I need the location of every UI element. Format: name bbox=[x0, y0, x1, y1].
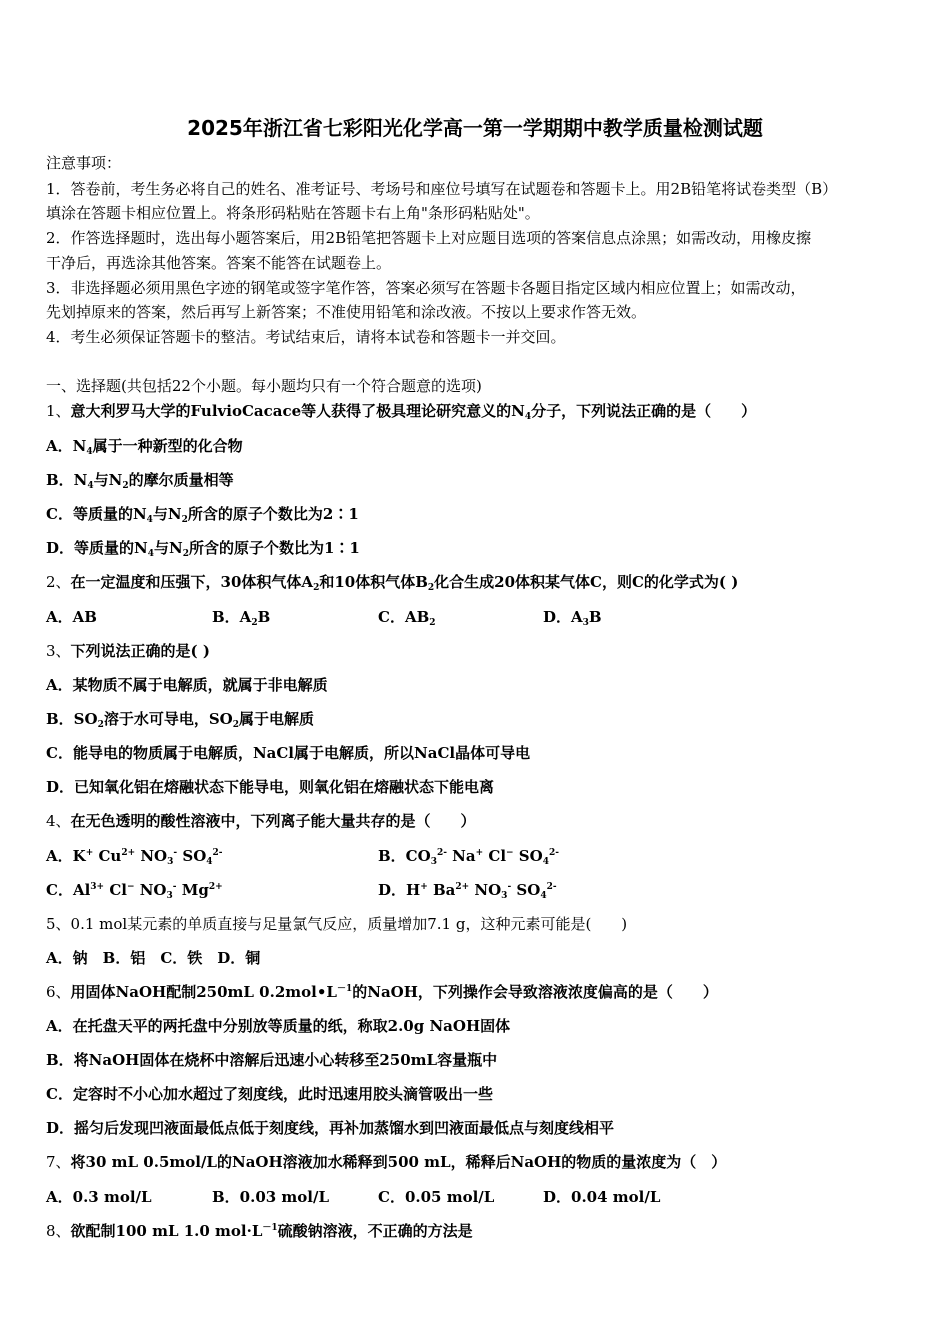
q7-option-a: A．0.3 mol/L bbox=[46, 1188, 152, 1206]
question-1 bbox=[46, 400, 906, 421]
q2-option-b: B．$A_2B$ bbox=[212, 608, 271, 628]
notice-line-7: 4．考生必须保证答题卡的整洁。考试结束后，请将本试卷和答题卡一并交回。 bbox=[46, 328, 566, 346]
question-text: 意大利罗马大学的FulvioCacace等人获得了极具理论研究意义的$N_4$分子，下列说法正确的是（ ） bbox=[70, 402, 757, 422]
notice-line-1: 1．答卷前，考生务必将自己的姓名、准考证号、考场号和座位号填写在试题卷和答题卡上。用2B铅笔将试卷类型（B） bbox=[46, 180, 838, 198]
q3-option-a: A．某物质不属于电解质，就属于非电解质 bbox=[46, 676, 328, 694]
q1-option-a: A．$N_4$属于一种新型的化合物 bbox=[46, 437, 243, 457]
notice-line-2: 填涂在答题卡相应位置上。将条形码粘贴在答题卡右上角"条形码粘贴处"。 bbox=[46, 204, 540, 222]
question-3: 3、下列说法正确的是( ) bbox=[46, 642, 210, 660]
q4-option-c: C．$Al^{3+}$ Cl− $NO_3^-$ $Mg^{2+}$ bbox=[46, 881, 223, 901]
q6-option-b: B．将NaOH固体在烧杯中溶解后迅速小心转移至250mL容量瓶中 bbox=[46, 1051, 498, 1069]
question-7: 7、将30 mL 0.5mol/L的NaOH溶液加水稀释到500 mL，稀释后NaOH的物质的量浓度为（ ） bbox=[46, 1153, 727, 1171]
q3-option-d: D．已知氧化铝在熔融状态下能导电，则氧化铝在熔融状态下能电离 bbox=[46, 778, 495, 796]
q7-option-d: D．0.04 mol/L bbox=[543, 1188, 661, 1206]
q3-option-c: C．能导电的物质属于电解质，NaCl属于电解质，所以NaCl晶体可导电 bbox=[46, 744, 531, 762]
notice-line-6: 先划掉原来的答案，然后再写上新答案；不准使用铅笔和涂改液。不按以上要求作答无效。 bbox=[46, 303, 647, 321]
q1-option-b: B．$N_4$与$N_2$的摩尔质量相等 bbox=[46, 471, 234, 491]
notice-heading: 注意事项： bbox=[46, 154, 122, 172]
question-8: 8、欲配制100 mL 1.0 $mol\cdot L^{-1}$硫酸钠溶液，不正确的方法是 bbox=[46, 1222, 473, 1240]
notice-line-4: 干净后，再选涂其他答案。答案不能答在试题卷上。 bbox=[46, 254, 392, 272]
q7-option-c: C．0.05 mol/L bbox=[378, 1188, 495, 1206]
q2-option-a: A．AB bbox=[46, 608, 97, 626]
notice-line-3: 2．作答选择题时，选出每小题答案后，用2B铅笔把答题卡上对应题目选项的答案信息点涂黑；如需改动，用橡皮擦 bbox=[46, 229, 812, 247]
q3-option-b: B．$SO_2$溶于水可导电，$SO_2$属于电解质 bbox=[46, 710, 315, 730]
q6-option-a: A．在托盘天平的两托盘中分别放等质量的纸，称取2.0g NaOH固体 bbox=[46, 1017, 511, 1035]
section-heading: 一、选择题(共包括22个小题。每小题均只有一个符合题意的选项) bbox=[46, 377, 482, 395]
q1-option-c: C．等质量的$N_4$与$N_2$所含的原子个数比为2∶1 bbox=[46, 505, 359, 525]
q2-option-c: C．$AB_2$ bbox=[378, 608, 436, 628]
question-6: 6、用固体NaOH配制250mL $0.2mol•L^{-1}$的NaOH，下列操作会导致溶液浓度偏高的是（ ） bbox=[46, 983, 718, 1001]
question-2: 2、在一定温度和压强下，30体积气体$A_2$和10体积气体$B_2$化合生成20体积某气体C，则C的化学式为( ) bbox=[46, 573, 739, 593]
q5-options: A．钠 B．铝 C．铁 D．铜 bbox=[46, 949, 261, 967]
q4-option-a: A．K+ $Cu^{2+}$ $NO_3^-$ $SO_4^{2-}$ bbox=[46, 847, 223, 867]
q2-option-d: D．$A_3B$ bbox=[543, 608, 602, 628]
question-4: 4、在无色透明的酸性溶液中，下列离子能大量共存的是（ ） bbox=[46, 812, 476, 830]
question-number: 1、 bbox=[46, 402, 71, 420]
q4-option-b: B．$CO_3^{2-}$ Na+ Cl− $SO_4^{2-}$ bbox=[378, 847, 559, 867]
q6-option-c: C．定容时不小心加水超过了刻度线，此时迅速用胶头滴管吸出一些 bbox=[46, 1085, 493, 1103]
q6-option-d: D．摇匀后发现凹液面最低点低于刻度线，再补加蒸馏水到凹液面最低点与刻度线相平 bbox=[46, 1119, 615, 1137]
q1-option-d: D．等质量的$N_4$与$N_2$所含的原子个数比为1∶1 bbox=[46, 539, 360, 559]
question-5: 5、0.1 mol某元素的单质直接与足量氯气反应，质量增加7.1 g，这种元素可能是( ) bbox=[46, 915, 628, 933]
page-title: 2025年浙江省七彩阳光化学高一第一学期期中教学质量检测试题 bbox=[187, 116, 763, 140]
q4-option-d: D．H+ $Ba^{2+}$ $NO_3^-$ $SO_4^{2-}$ bbox=[378, 881, 557, 901]
notice-line-5: 3．非选择题必须用黑色字迹的钢笔或签字笔作答，答案必须写在答题卡各题目指定区域内相应位置上；如需改动， bbox=[46, 279, 806, 297]
q7-option-b: B．0.03 mol/L bbox=[212, 1188, 330, 1206]
